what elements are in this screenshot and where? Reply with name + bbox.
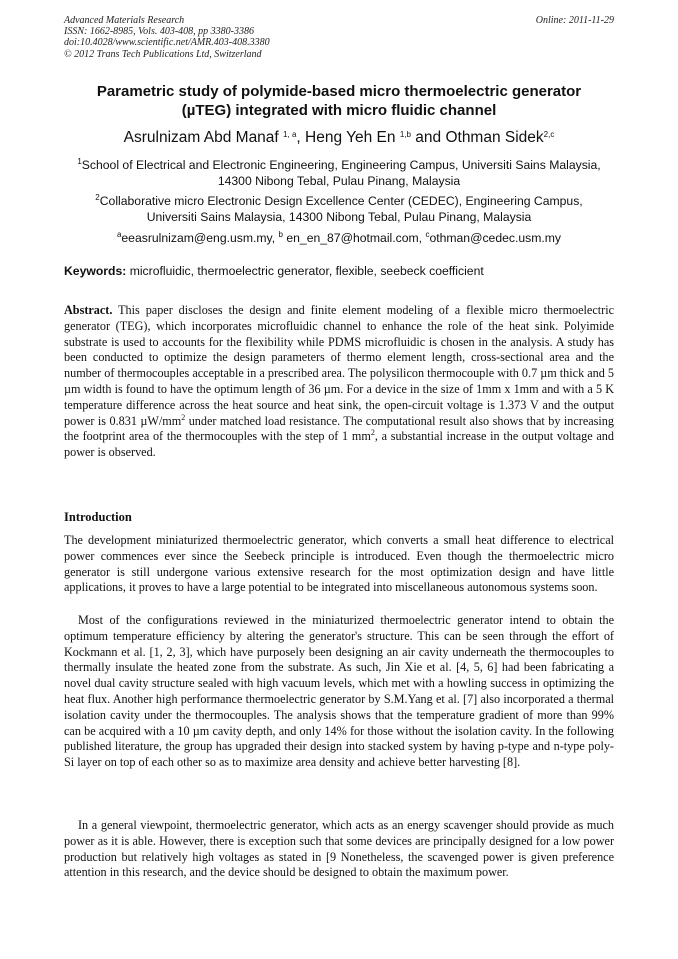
email-list — [50, 230, 628, 246]
abstract-text-2: under matched load resistance. The computational result also shows that by increasing the footprint area of the thermocouples with the step of 1 mm — [64, 413, 614, 444]
keywords-label: Keywords: — [64, 264, 127, 278]
paper-title — [64, 82, 614, 120]
abstract-text-1: This paper discloses the design and finite element modeling of a flexible micro thermoelectric generator (TEG), which incorporates microfluidic channel to enhance the role of the heat sink. Polyimide substrate is used to accounts for the flexibility while PDMS microfluidic is chosen in the analysis. A study has been conducted to optimize the design parameters of thermo element length, cross-sectional area and the number of thermocouples acceptable in a prescribed area. The polysilicon thermocouple with 0.7 µm thick and 5 µm width is found to have the optimum length of 36 µm. For a device in the size of 1mm x 1mm and with a 5 K temperature difference across the heat source and heat sink, the open-circuit voltage is 1.373 V and the output power is 0.831 µW/mm — [64, 303, 614, 428]
author-3-sup: 2,c — [543, 130, 555, 139]
journal-header — [64, 15, 614, 60]
email-c-sup: c — [425, 230, 430, 239]
author-2-sup: 1,b — [399, 130, 411, 139]
author-sep-2: and — [410, 129, 446, 146]
affiliation-2 — [50, 193, 628, 225]
introduction-paragraph-3: In a general viewpoint, thermoelectric generator, which acts as an energy scavenger should provide as much power as it is able. However, there is exception such that some devices are principally designed for a low power production but relatively high voltages as stated in [9 Nonetheless, the scavenged power is given preference attention in this research, and the device should be designed to obtain the maximum power. — [64, 818, 614, 880]
copyright-line: © 2012 Trans Tech Publications Ltd, Switzerland — [64, 48, 262, 60]
affiliation-1 — [50, 157, 628, 189]
abstract — [64, 303, 614, 461]
abstract-sup-1: 2 — [181, 412, 186, 422]
affiliation-1-line-1: School of Electrical and Electronic Engineering, Engineering Campus, Universiti Sains Malaysia, — [81, 158, 601, 172]
journal-name: Advanced Materials Research — [64, 15, 185, 26]
affiliation-2-line-2: Universiti Sains Malaysia, 14300 Nibong Tebal, Pulau Pinang, Malaysia — [146, 210, 532, 224]
affiliation-2-line-1: Collaborative micro Electronic Design Excellence Center (CEDEC), Engineering Campus, — [99, 194, 583, 208]
email-c[interactable]: othman@cedec.usm.my — [429, 231, 562, 245]
affiliation-1-sup: 1 — [77, 157, 82, 166]
keywords-text: microfluidic, thermoelectric generator, flexible, seebeck coefficient — [126, 264, 484, 278]
online-date: Online: 2011-11-29 — [535, 15, 614, 26]
email-b[interactable]: en_en_87@hotmail.com, — [282, 231, 426, 245]
doi-line: doi:10.4028/www.scientific.net/AMR.403-408.3380 — [64, 37, 270, 49]
author-list — [40, 129, 638, 147]
abstract-sup-2: 2 — [370, 428, 375, 438]
title-line-2: (µTEG) integrated with micro fluidic channel — [181, 102, 497, 119]
affiliation-2-sup: 2 — [95, 193, 100, 202]
email-b-sup: b — [278, 230, 283, 239]
issn-line: ISSN: 1662-8985, Vols. 403-408, pp 3380-3386 — [64, 26, 254, 38]
abstract-label: Abstract. — [64, 303, 113, 317]
email-a-sup: a — [116, 230, 122, 239]
title-line-1: Parametric study of polymide-based micro thermoelectric generator — [96, 83, 582, 100]
keywords — [64, 264, 614, 278]
author-1: Asrulnizam Abd Manaf — [123, 129, 279, 146]
introduction-paragraph-1: The development miniaturized thermoelectric generator, which converts a small heat difference to electrical power commences ever since the Seebeck principle is introduced. Even though the thermoelectric micro generator is still undergone various extensive research for the most optimization design and have little applications, it proves to have a large potential to be integrated into miscellaneous autonomous systems soon. — [64, 533, 614, 595]
author-3: Othman Sidek — [445, 129, 544, 146]
email-a[interactable]: eeasrulnizam@eng.usm.my, — [121, 231, 279, 245]
affiliation-1-line-2: 14300 Nibong Tebal, Pulau Pinang, Malaysia — [217, 174, 461, 188]
introduction-heading: Introduction — [64, 510, 132, 524]
author-1-sup: 1, a — [283, 130, 297, 139]
introduction-paragraph-2: Most of the configurations reviewed in the miniaturized thermoelectric generator intend to obtain the optimum temperature efficiency by altering the generator's structure. This can be seen through the effort of Kockmann et al. [1, 2, 3], which have purposely been designing an air cavity underneath the thermocouples to thermally insulate the heated zone from the substrate. As such, Jin Xie et al. [4, 5, 6] had been fabricating a novel dual cavity structure sealed with high vacuum levels, which met with a howling success in optimizing the heat flux. Another high performance thermoelectric generator by S.M.Yang et al. [7] also incorporated a thermal isolation cavity under the thermocouples. The analysis shows that the temperature gradient of more than 99% can be acquired with a 10 µm cavity depth, and only 14% for those without the isolation cavity. In the following published literature, the group has upgraded their design into stacked system by having p-type and n-type poly-Si layer on top of each other so as to maximize area density and achieve better harvesting [8]. — [64, 613, 614, 770]
abstract-text-3: , a substantial increase in the output voltage and power is observed. — [64, 429, 614, 460]
author-sep-1: , — [296, 129, 306, 146]
author-2: Heng Yeh En — [305, 129, 396, 146]
